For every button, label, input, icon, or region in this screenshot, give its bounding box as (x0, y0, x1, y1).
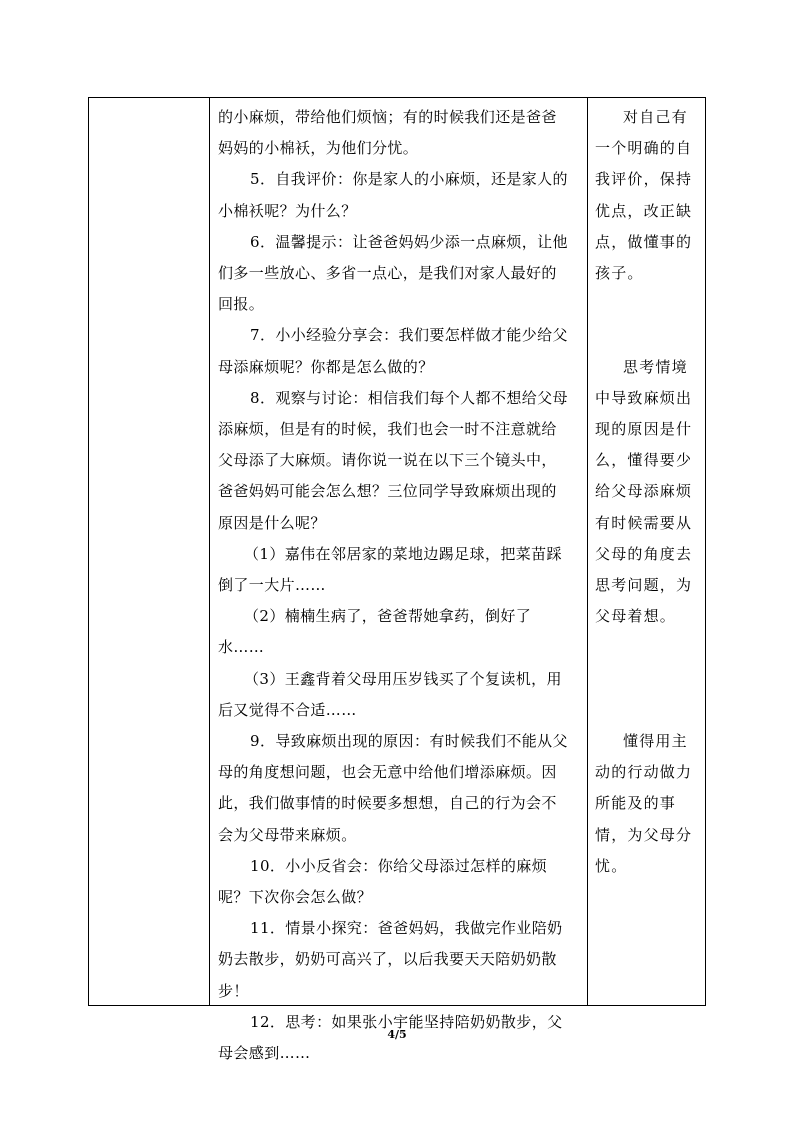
activity-paragraph (218, 913, 581, 1007)
text-line: 呢？下次你会怎么做？ (218, 888, 373, 907)
activity-text (218, 102, 581, 1069)
text-line: 有时候需要从 (595, 513, 693, 532)
text-line: 10．小小反省会：你给父母添过怎样的麻烦 (250, 856, 548, 875)
text-line: 此，我们做事情的时候要多想想，自己的行为会不 (218, 794, 557, 813)
table-column-intent (587, 98, 705, 1005)
text-line: 我评价，保持 (595, 170, 693, 189)
text-line: 爸爸妈妈可能会怎么想？三位同学导致麻烦出现的 (218, 482, 557, 501)
text-line: 懂得用主 (623, 732, 688, 750)
text-line: 后又觉得不合适…… (218, 700, 357, 719)
activity-paragraph (218, 383, 581, 539)
text-line: 水…… (218, 638, 265, 657)
text-line: 思考情境 (623, 357, 688, 376)
text-line: 会为父母带来麻烦。 (218, 825, 357, 844)
text-line: 妈妈的小棉袄，为他们分忧。 (218, 139, 419, 158)
text-line: 孩子。 (595, 264, 644, 283)
text-line: 8．观察与讨论：相信我们每个人都不想给父母 (250, 388, 568, 407)
text-line: 给父母添麻烦 (595, 482, 693, 501)
text-line: 父母着想。 (595, 607, 677, 626)
text-line: （3）王鑫背着父母用压岁钱买了个复读机，用 (244, 669, 562, 688)
activity-paragraph (218, 726, 581, 851)
activity-paragraph (218, 164, 581, 226)
text-line: 现的原因是什 (595, 420, 693, 438)
text-line: 们多一些放心、多省一点心，是我们对家人最好的 (218, 264, 557, 283)
activity-paragraph (218, 601, 581, 663)
intent-paragraph (595, 102, 692, 289)
text-line: 么，懂得要少 (595, 451, 693, 470)
table-column-empty (89, 98, 210, 1005)
intent-paragraph (595, 352, 692, 633)
activity-paragraph (218, 227, 581, 321)
intent-paragraph (595, 726, 692, 882)
text-line: 原因是什么呢？ (218, 513, 326, 532)
text-line: 父母添了大麻烦。请你说一说在以下三个镜头中， (218, 451, 557, 470)
text-line: 中导致麻烦出 (595, 388, 693, 407)
text-line: 动的行动做力 (595, 763, 693, 782)
text-line: 7．小小经验分享会：我们要怎样做才能少给父 (250, 326, 568, 345)
text-line: 奶去散步，奶奶可高兴了，以后我要天天陪奶奶散 (218, 950, 557, 969)
text-line: 母的角度想问题，也会无意中给他们增添麻烦。因 (218, 763, 557, 782)
text-line: 父母的角度去 (595, 544, 693, 563)
text-line: 的小麻烦，带给他们烦恼；有的时候我们还是爸爸 (218, 108, 557, 126)
text-line: 添麻烦，但是有的时候，我们也会一时不注意就给 (218, 420, 557, 439)
text-line: 12．思考：如果张小宇能坚持陪奶奶散步，父 (250, 1012, 563, 1031)
activity-paragraph (218, 102, 581, 164)
text-line: 步！ (218, 981, 249, 1000)
text-line: 母会感到…… (218, 1044, 311, 1063)
activity-paragraph (218, 320, 581, 382)
text-line: 倒了一大片…… (218, 576, 326, 595)
activity-paragraph (218, 539, 581, 601)
page-number: 4/5 (387, 1028, 407, 1041)
text-line: 思考问题，为 (595, 576, 693, 595)
text-line: 5．自我评价：你是家人的小麻烦，还是家人的 (250, 170, 568, 189)
text-line: 母添麻烦呢？你都是怎么做的？ (218, 357, 434, 376)
text-line: 情，为父母分 (595, 825, 693, 844)
text-line: 忧。 (595, 856, 628, 875)
text-line: （2）楠楠生病了，爸爸帮她拿药，倒好了 (244, 607, 532, 626)
text-line: （1）嘉伟在邻居家的菜地边踢足球，把菜苗踩 (244, 544, 562, 563)
text-line: 点，做懂事的 (595, 232, 693, 251)
text-line: 优点，改正缺 (595, 201, 693, 220)
text-line: 回报。 (218, 295, 265, 314)
text-line: 小棉袄呢？为什么？ (218, 201, 357, 220)
text-line: 所能及的事 (595, 794, 677, 813)
text-line: 9．导致麻烦出现的原因：有时候我们不能从父 (250, 732, 568, 751)
text-line: 6．温馨提示：让爸爸妈妈少添一点麻烦，让他 (250, 232, 568, 251)
activity-paragraph (218, 851, 581, 913)
text-line: 对自己有 (623, 108, 688, 126)
activity-paragraph (218, 664, 581, 726)
text-line: 一个明确的自 (595, 139, 693, 158)
text-line: 11．情景小探究：爸爸妈妈，我做完作业陪奶 (250, 919, 563, 938)
